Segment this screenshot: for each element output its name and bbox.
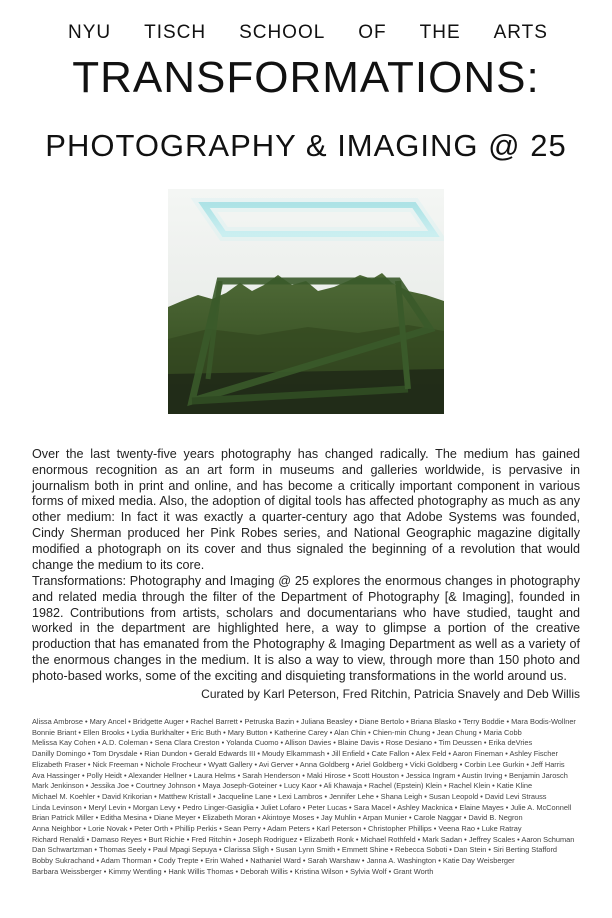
description-paragraph: Transformations: Photography and Imaging @ 25 explores the enormous changes in photography and related media through the filter of the Department of Photography [& Imaging], founded in 1982. Contributions from artists, scholars and documentarians who have studied, taught and worked in the department are highlighted here, a way to glimpse a portion of the creative production that has emanated from the Photography & Imaging Department as well as a variety of the enormous changes in the medium. It is also a way to view, through more than 150 photo and photo-based works, some of the exciting and disquieting transformations in the world around us. — [32, 574, 580, 683]
intro-paragraph: Over the last twenty-five years photography has changed radically. The medium has gained enormous recognition as an art form in museums and galleries worldwide, is pervasive in journalism both in print and online, and has become a critically important component in various forms of mixed media. Also, the adoption of digital tools has affected photography as much as any other medium: In fact it was exactly a quarter-century ago that Adobe Systems was founded, Cindy Sherman produced her Pink Robes series, and National Geographic magazine digitally modified a photograph on its cover and thus signaled the beginning of a revolution that would change the medium to its core. — [32, 447, 580, 572]
page-subtitle: PHOTOGRAPHY & IMAGING @ 25 — [45, 128, 567, 163]
school-word: TISCH — [144, 22, 207, 43]
contributor-line: Dan Schwartzman • Thomas Seely • Paul Mpagi Sepuya • Clarissa Sligh • Susan Lynn Smith • Emmett Shine • Rebecca Soboti • Dan Stein • Siri Berting Stafford — [32, 845, 558, 855]
curator-credit: Curated by Karl Peterson, Fred Ritchin, Patricia Snavely and Deb Willis — [201, 687, 580, 701]
school-word: SCHOOL — [239, 22, 326, 43]
contributor-line: Richard Renaldi • Damaso Reyes • Burt Richie • Fred Ritchin • Joseph Rodriguez • Elizabeth Ronk • Michael Rothfeld • Mark Sadan • Jeffrey Scales • Aaron Schuman — [32, 834, 575, 844]
contributor-line: Bobby Sukrachand • Adam Thorman • Cody Trepte • Erin Wahed • Nathaniel Ward • Sarah Warshaw • Janna A. Washington • Katie Day Weisberger — [32, 856, 515, 866]
contributor-line: Alissa Ambrose • Mary Ancel • Bridgette Auger • Rachel Barrett • Petruska Bazin • Juliana Beasley • Diane Bertolo • Briana Blasko • Terry Boddie • Mara Bodis-Wollner — [32, 717, 576, 726]
contributor-line: Ava Hassinger • Polly Heidt • Alexander Hellner • Laura Helms • Sarah Henderson • Maki Hirose • Scott Houston • Jessica Ingram • Austin Irving • Benjamin Jarosch — [32, 770, 568, 780]
contributor-line: Brian Patrick Miller • Editha Mesina • Diane Meyer • Elizabeth Moran • Akintoye Moses • Jay Muhlin • Arpan Munier • Carole Naggar • David B. Negron — [32, 813, 523, 823]
contributor-line: Linda Levinson • Meryl Levin • Morgan Levy • Pedro Linger-Gasiglia • Juliet Lofaro • Peter Lucas • Sara Macel • Ashley Macknica • Elaine Mayes • Julie A. McConnell — [32, 802, 572, 812]
contributor-line: Danilly Domingo • Tom Drysdale • Rian Dundon • Gerald Edwards III • Moudy Elkammash • Jill Enfield • Cate Fallon • Alex Feld • Aaron Fineman • Ashley Fischer — [32, 749, 558, 759]
artwork-image — [168, 189, 444, 414]
contributor-line: Michael M. Koehler • David Krikorian • Matthew Kristall • Jacqueline Lane • Lexi Lambros • Jennifer Lehe • Shana Leigh • Susan Leopold • David Levi Strauss — [32, 791, 547, 801]
contributor-line: Elizabeth Fraser • Nick Freeman • Nichole Frocheur • Wyatt Gallery • Avi Gerver • Anna Goldberg • Ariel Goldberg • Vicki Goldberg • Corbin Lee Gurkin • Jeff Harris — [32, 759, 565, 769]
school-name — [68, 22, 548, 44]
contributor-line: Bonnie Briant • Ellen Brooks • Lydia Burkhalter • Eric Buth • Mary Button • Katherine Carey • Alan Chin • Chien-min Chung • Jean Chung • Maria Cobb — [32, 727, 522, 737]
contributor-line: Barbara Weissberger • Kimmy Wentling • Hank Willis Thomas • Deborah Willis • Kristina Wilson • Sylvia Wolf • Grant Worth — [32, 866, 434, 876]
school-word: OF — [358, 22, 387, 43]
page-title: TRANSFORMATIONS: — [72, 53, 540, 102]
contributor-line: Mark Jenkinson • Jessika Joe • Courtney Johnson • Maya Joseph-Goteiner • Lucy Kaor • Ali Khawaja • Rachel (Epstein) Klein • Rachel Klein • Katie Kline — [32, 781, 533, 791]
contributors-list — [32, 717, 580, 912]
contributor-line: Anna Neighbor • Lorie Novak • Peter Orth • Phillip Perkis • Sean Perry • Adam Peters • Karl Peterson • Christopher Phillips • Veena Rao • Luke Ratray — [32, 824, 522, 834]
school-word: NYU — [68, 22, 112, 43]
school-word: THE — [419, 22, 461, 43]
contributor-line: Melissa Kay Cohen • A.D. Coleman • Sena Clara Creston • Yolanda Cuomo • Allison Davies • Blaine Davis • Rose Desiano • Tim Deussen • Erika deVries — [32, 738, 533, 748]
school-word: ARTS — [493, 22, 548, 43]
artwork-illustration — [168, 189, 444, 414]
